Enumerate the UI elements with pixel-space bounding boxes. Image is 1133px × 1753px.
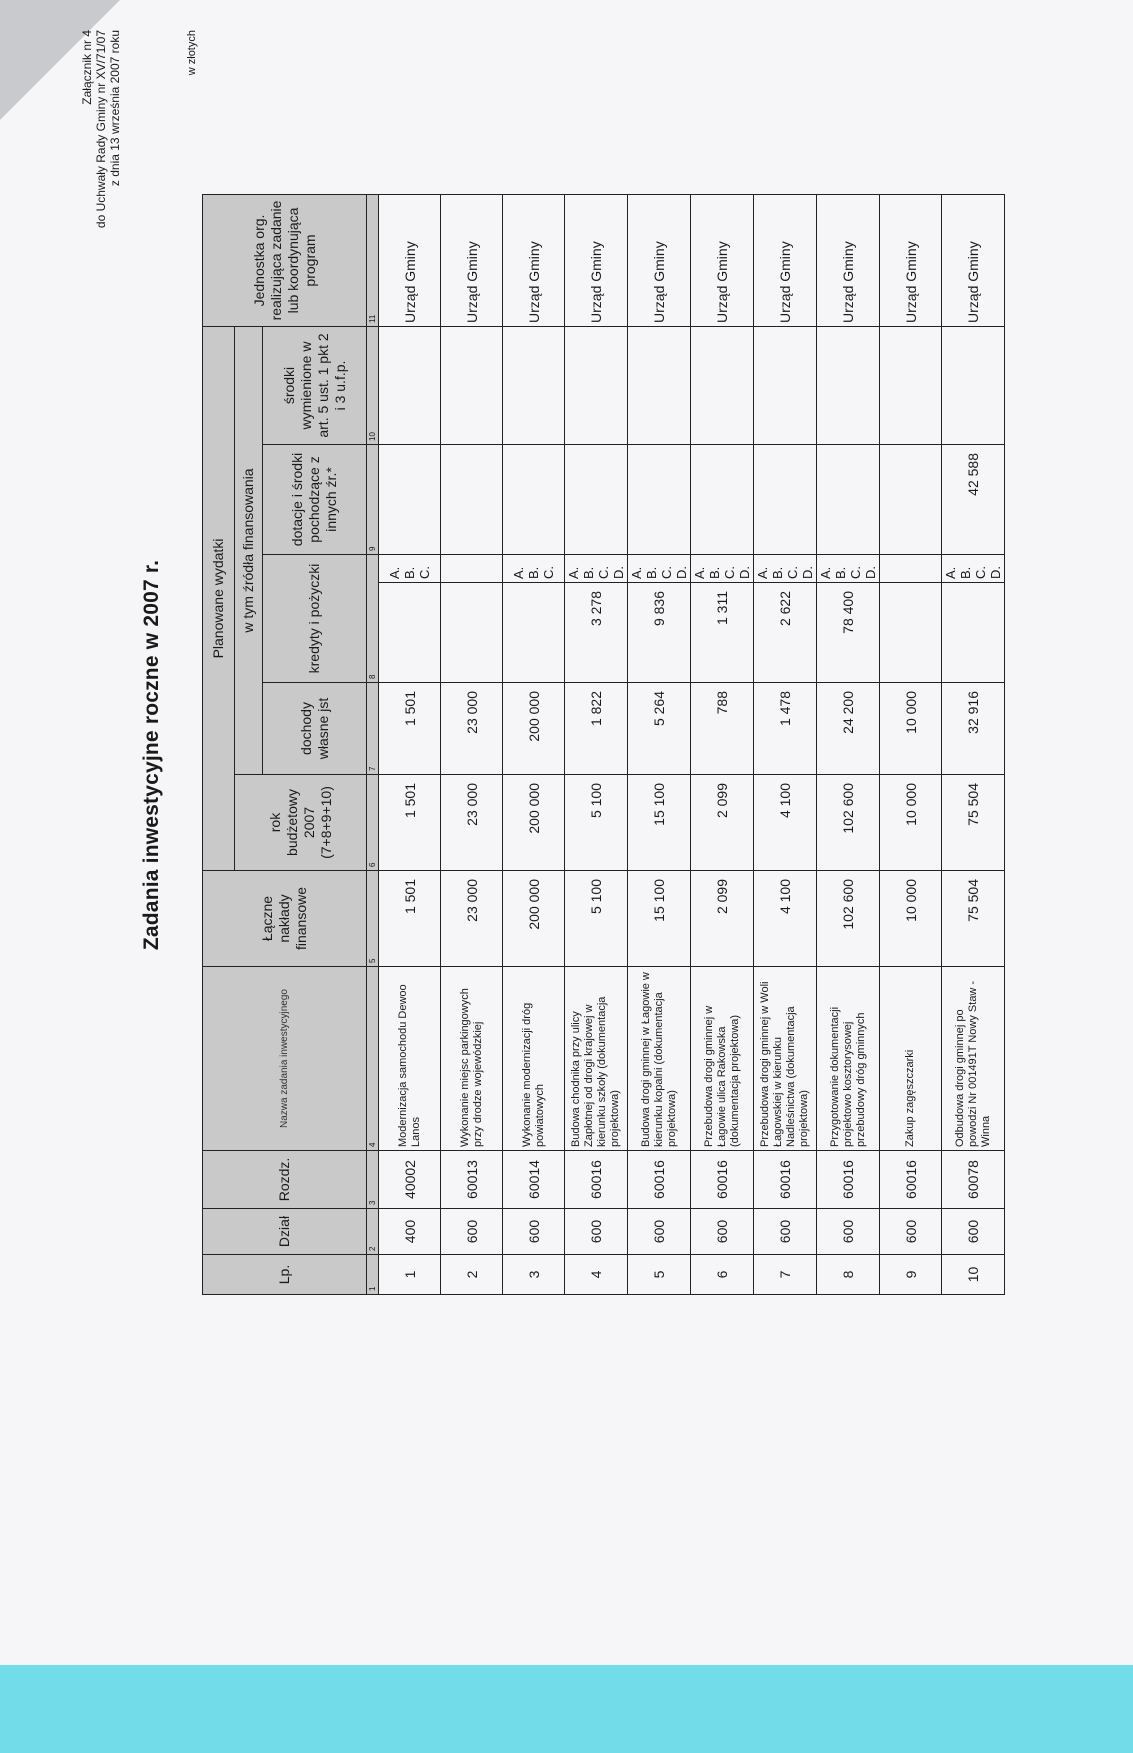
cell-jednostka: Urząd Gminy [379,194,441,326]
cell-dochody: 24 200 [817,683,880,775]
cell-srodki [441,326,503,444]
cell-abcd: A. B. C. D. [942,555,1005,583]
annex-line-3: z dnia 13 września 2007 roku [108,30,122,187]
cell-lp: 6 [691,1255,754,1295]
table-row [628,194,691,1294]
cell-kredyty [379,583,441,683]
cell-lp: 1 [379,1255,441,1295]
cell-dochody: 1 478 [754,683,817,775]
cell-rok: 23 000 [441,775,503,871]
cell-jednostka: Urząd Gminy [942,194,1005,326]
cell-laczne: 200 000 [503,871,565,967]
cell-dzial: 600 [441,1209,503,1255]
cell-nazwa: Wykonanie modernizacji dróg powiatowych [503,967,565,1151]
cell-nazwa: Odbudowa drogi gminnej po powodzi Nr 001491T Nowy Staw - Winna [942,967,1005,1151]
cell-dzial: 400 [379,1209,441,1255]
cell-dotacje [503,445,565,555]
cell-laczne: 4 100 [754,871,817,967]
cell-laczne: 1 501 [379,871,441,967]
cell-rok: 10 000 [880,775,942,871]
col-w-tym: w tym źródła finansowania [235,326,263,774]
cell-lp: 8 [817,1255,880,1295]
table-row [942,194,1005,1294]
col-number: 9 [367,445,379,555]
cell-nazwa: Modernizacja samochodu Dewoo Lanos [379,967,441,1151]
col-number: 11 [367,194,379,326]
cell-srodki [691,326,754,444]
cell-dzial: 600 [942,1209,1005,1255]
cell-abcd: A. B. C. [503,555,565,583]
cell-laczne: 5 100 [565,871,628,967]
cell-dochody: 1 501 [379,683,441,775]
table-row [880,194,942,1294]
cell-kredyty [441,583,503,683]
cell-jednostka: Urząd Gminy [441,194,503,326]
cell-kredyty: 1 311 [691,583,754,683]
cell-jednostka: Urząd Gminy [880,194,942,326]
cell-rozdz: 60016 [691,1151,754,1209]
col-number: 7 [367,683,379,775]
rotated-document [80,30,1090,1480]
col-number: 6 [367,775,379,871]
cell-rok: 15 100 [628,775,691,871]
col-rozdz: Rozdz. [203,1151,367,1209]
cell-srodki [817,326,880,444]
cell-dotacje [754,445,817,555]
cell-dochody: 1 822 [565,683,628,775]
cell-srodki [503,326,565,444]
cell-rozdz: 60016 [628,1151,691,1209]
cell-jednostka: Urząd Gminy [691,194,754,326]
table-row [817,194,880,1294]
cell-kredyty [880,583,942,683]
table-row [754,194,817,1294]
cell-dochody: 200 000 [503,683,565,775]
document-title: Zadania inwestycyjne roczne w 2007 r. [140,559,163,951]
cell-srodki [942,326,1005,444]
cell-dzial: 600 [754,1209,817,1255]
cell-dochody: 5 264 [628,683,691,775]
cell-dotacje [880,445,942,555]
cell-rozdz: 60016 [754,1151,817,1209]
table-row [691,194,754,1294]
cell-dotacje [817,445,880,555]
cell-rozdz: 60016 [565,1151,628,1209]
cell-nazwa: Przebudowa drogi gminnej w Łagowie ulica Rakowska (dokumentacja projektowa) [691,967,754,1151]
col-dochody: dochody własne jst [263,683,367,775]
cell-nazwa: Przygotowanie dokumentacji projektowo kosztorysowej przebudowy dróg gminnych [817,967,880,1151]
scanner-background-strip [0,1665,1133,1753]
cell-abcd: A. B. C. D. [754,555,817,583]
col-jednostka: Jednostka org. realizująca zadanie lub koordynująca program [203,194,367,326]
cell-laczne: 2 099 [691,871,754,967]
cell-srodki [379,326,441,444]
cell-laczne: 23 000 [441,871,503,967]
cell-laczne: 10 000 [880,871,942,967]
cell-rok: 200 000 [503,775,565,871]
cell-rok: 4 100 [754,775,817,871]
cell-kredyty: 2 622 [754,583,817,683]
cell-jednostka: Urząd Gminy [565,194,628,326]
col-dotacje: dotacje i środki pochodzące z innych źr.* [263,445,367,555]
cell-srodki [628,326,691,444]
cell-dochody: 10 000 [880,683,942,775]
cell-jednostka: Urząd Gminy [817,194,880,326]
cell-dochody: 23 000 [441,683,503,775]
col-number: 10 [367,326,379,444]
table-row [503,194,565,1294]
annex-line-1: Załącznik nr 4 [80,30,94,105]
cell-srodki [754,326,817,444]
cell-nazwa: Przebudowa drogi gminnej w Woli Łagowskiej w kierunku Nadleśnictwa (dokumentacja projektowa) [754,967,817,1151]
cell-dochody: 32 916 [942,683,1005,775]
cell-lp: 4 [565,1255,628,1295]
cell-rok: 2 099 [691,775,754,871]
cell-dotacje: 42 588 [942,445,1005,555]
cell-dotacje [379,445,441,555]
cell-dotacje [565,445,628,555]
col-laczne: Łączne nakłady finansowe [203,871,367,967]
col-number: 3 [367,1151,379,1209]
col-rok: rok budżetowy 2007 (7+8+9+10) [235,775,367,871]
cell-kredyty [942,583,1005,683]
cell-lp: 2 [441,1255,503,1295]
cell-rozdz: 60014 [503,1151,565,1209]
cell-abcd [441,555,503,583]
cell-dzial: 600 [565,1209,628,1255]
col-srodki: środki wymienione w art. 5 ust. 1 pkt 2 i 3 u.f.p. [263,326,367,444]
col-lp: Lp. [203,1255,367,1295]
cell-dochody: 788 [691,683,754,775]
cell-rozdz: 60016 [817,1151,880,1209]
cell-nazwa: Budowa chodnika przy ulicy Zapłotnej od drogi krajowej w kierunku szkoły (dokumentacja projektowa) [565,967,628,1151]
cell-lp: 3 [503,1255,565,1295]
cell-abcd: A. B. C. D. [565,555,628,583]
cell-rok: 75 504 [942,775,1005,871]
cell-rok: 1 501 [379,775,441,871]
annex-line-2: do Uchwały Rady Gminy nr XV/71/07 [94,30,108,229]
cell-jednostka: Urząd Gminy [503,194,565,326]
cell-abcd: A. B. C. [379,555,441,583]
col-number: 2 [367,1209,379,1255]
cell-rok: 102 600 [817,775,880,871]
table-row [441,194,503,1294]
cell-dzial: 600 [628,1209,691,1255]
cell-nazwa: Budowa drogi gminnej w Łagowie w kierunku kopalni (dokumentacja projektowa) [628,967,691,1151]
cell-lp: 10 [942,1255,1005,1295]
col-nazwa: Nazwa zadania inwestycyjnego [203,967,367,1151]
cell-abcd: A. B. C. D. [817,555,880,583]
cell-kredyty: 9 836 [628,583,691,683]
col-dzial: Dział [203,1209,367,1255]
cell-abcd [880,555,942,583]
cell-kredyty [503,583,565,683]
cell-laczne: 102 600 [817,871,880,967]
cell-srodki [565,326,628,444]
col-kredyty: kredyty i pożyczki [263,555,367,683]
cell-laczne: 15 100 [628,871,691,967]
cell-rozdz: 60013 [441,1151,503,1209]
cell-nazwa: Wykonanie miejsc parkingowych przy drodze wojewódzkiej [441,967,503,1151]
cell-dotacje [628,445,691,555]
cell-dzial: 600 [691,1209,754,1255]
cell-dotacje [691,445,754,555]
cell-jednostka: Urząd Gminy [628,194,691,326]
cell-dotacje [441,445,503,555]
col-number: 4 [367,967,379,1151]
cell-rok: 5 100 [565,775,628,871]
cell-lp: 5 [628,1255,691,1295]
cell-dzial: 600 [817,1209,880,1255]
cell-laczne: 75 504 [942,871,1005,967]
table-row [565,194,628,1294]
col-planowane: Planowane wydatki [203,326,235,870]
investment-table [202,194,1005,1295]
cell-abcd: A. B. C. D. [691,555,754,583]
cell-lp: 9 [880,1255,942,1295]
cell-kredyty: 3 278 [565,583,628,683]
col-number: 5 [367,871,379,967]
col-number: 8 [367,555,379,683]
cell-rozdz: 60016 [880,1151,942,1209]
cell-rozdz: 60078 [942,1151,1005,1209]
cell-dzial: 600 [503,1209,565,1255]
cell-abcd: A. B. C. D. [628,555,691,583]
currency-unit: w złotych [186,30,198,76]
cell-srodki [880,326,942,444]
cell-rozdz: 40002 [379,1151,441,1209]
cell-kredyty: 78 400 [817,583,880,683]
cell-jednostka: Urząd Gminy [754,194,817,326]
cell-lp: 7 [754,1255,817,1295]
cell-dzial: 600 [880,1209,942,1255]
table-row [379,194,441,1294]
annex-note [80,30,122,228]
cell-nazwa: Zakup zagęszczarki [880,967,942,1151]
column-numbers-row [367,194,379,1294]
col-number: 1 [367,1255,379,1295]
table-body [379,194,1005,1294]
